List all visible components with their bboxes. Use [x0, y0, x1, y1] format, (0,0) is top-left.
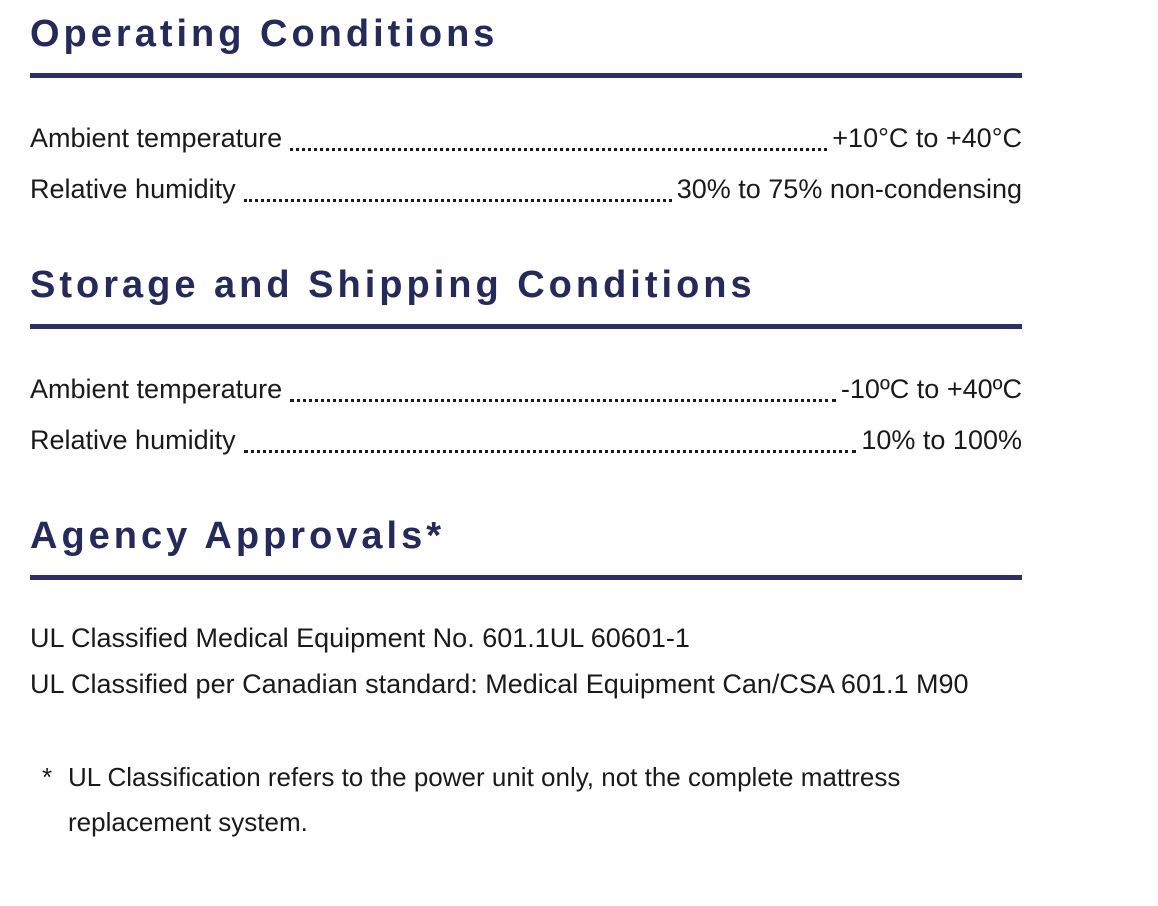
dot-leader [290, 364, 836, 402]
spec-value: 30% to 75% non-condensing [676, 174, 1022, 204]
approval-line-ul-canadian: UL Classified per Canadian standard: Medical Equipment Can/CSA 601.1 M90 [30, 669, 969, 699]
dot-leader [290, 113, 827, 151]
dot-leader [244, 164, 672, 202]
section-operating-conditions [30, 14, 1022, 215]
spec-rows [30, 113, 1022, 215]
footnote-text: UL Classification refers to the power unit only, not the complete mattress replacement system. [68, 762, 901, 837]
section-rule [30, 575, 1022, 580]
spec-label: Ambient temperature [30, 123, 283, 153]
spec-value: 10% to 100% [861, 425, 1022, 455]
spec-label: Relative humidity [30, 425, 236, 455]
spec-row-ambient-temperature [30, 113, 1022, 164]
spec-value: -10ºC to +40ºC [840, 374, 1022, 404]
section-title-agency-approvals: Agency Approvals* [30, 515, 446, 557]
spec-row-relative-humidity [30, 415, 1022, 466]
section-rule [30, 324, 1022, 329]
dot-leader [244, 415, 857, 453]
section-storage-shipping-conditions [30, 265, 1022, 466]
spec-row-relative-humidity [30, 164, 1022, 215]
spec-row-ambient-temperature [30, 364, 1022, 415]
footnote [30, 755, 1022, 845]
footnote-asterisk-marker: * [42, 762, 53, 792]
spec-value: +10°C to +40°C [832, 123, 1022, 153]
approval-line-ul-classified: UL Classified Medical Equipment No. 601.1UL 60601-1 [30, 623, 690, 653]
approval-lines [30, 615, 1022, 707]
spec-label: Ambient temperature [30, 374, 283, 404]
spec-label: Relative humidity [30, 174, 236, 204]
section-title-operating-conditions: Operating Conditions [30, 13, 499, 55]
section-agency-approvals [30, 516, 1022, 845]
section-rule [30, 73, 1022, 78]
spec-rows [30, 364, 1022, 466]
section-title-storage-shipping-conditions: Storage and Shipping Conditions [30, 264, 756, 306]
